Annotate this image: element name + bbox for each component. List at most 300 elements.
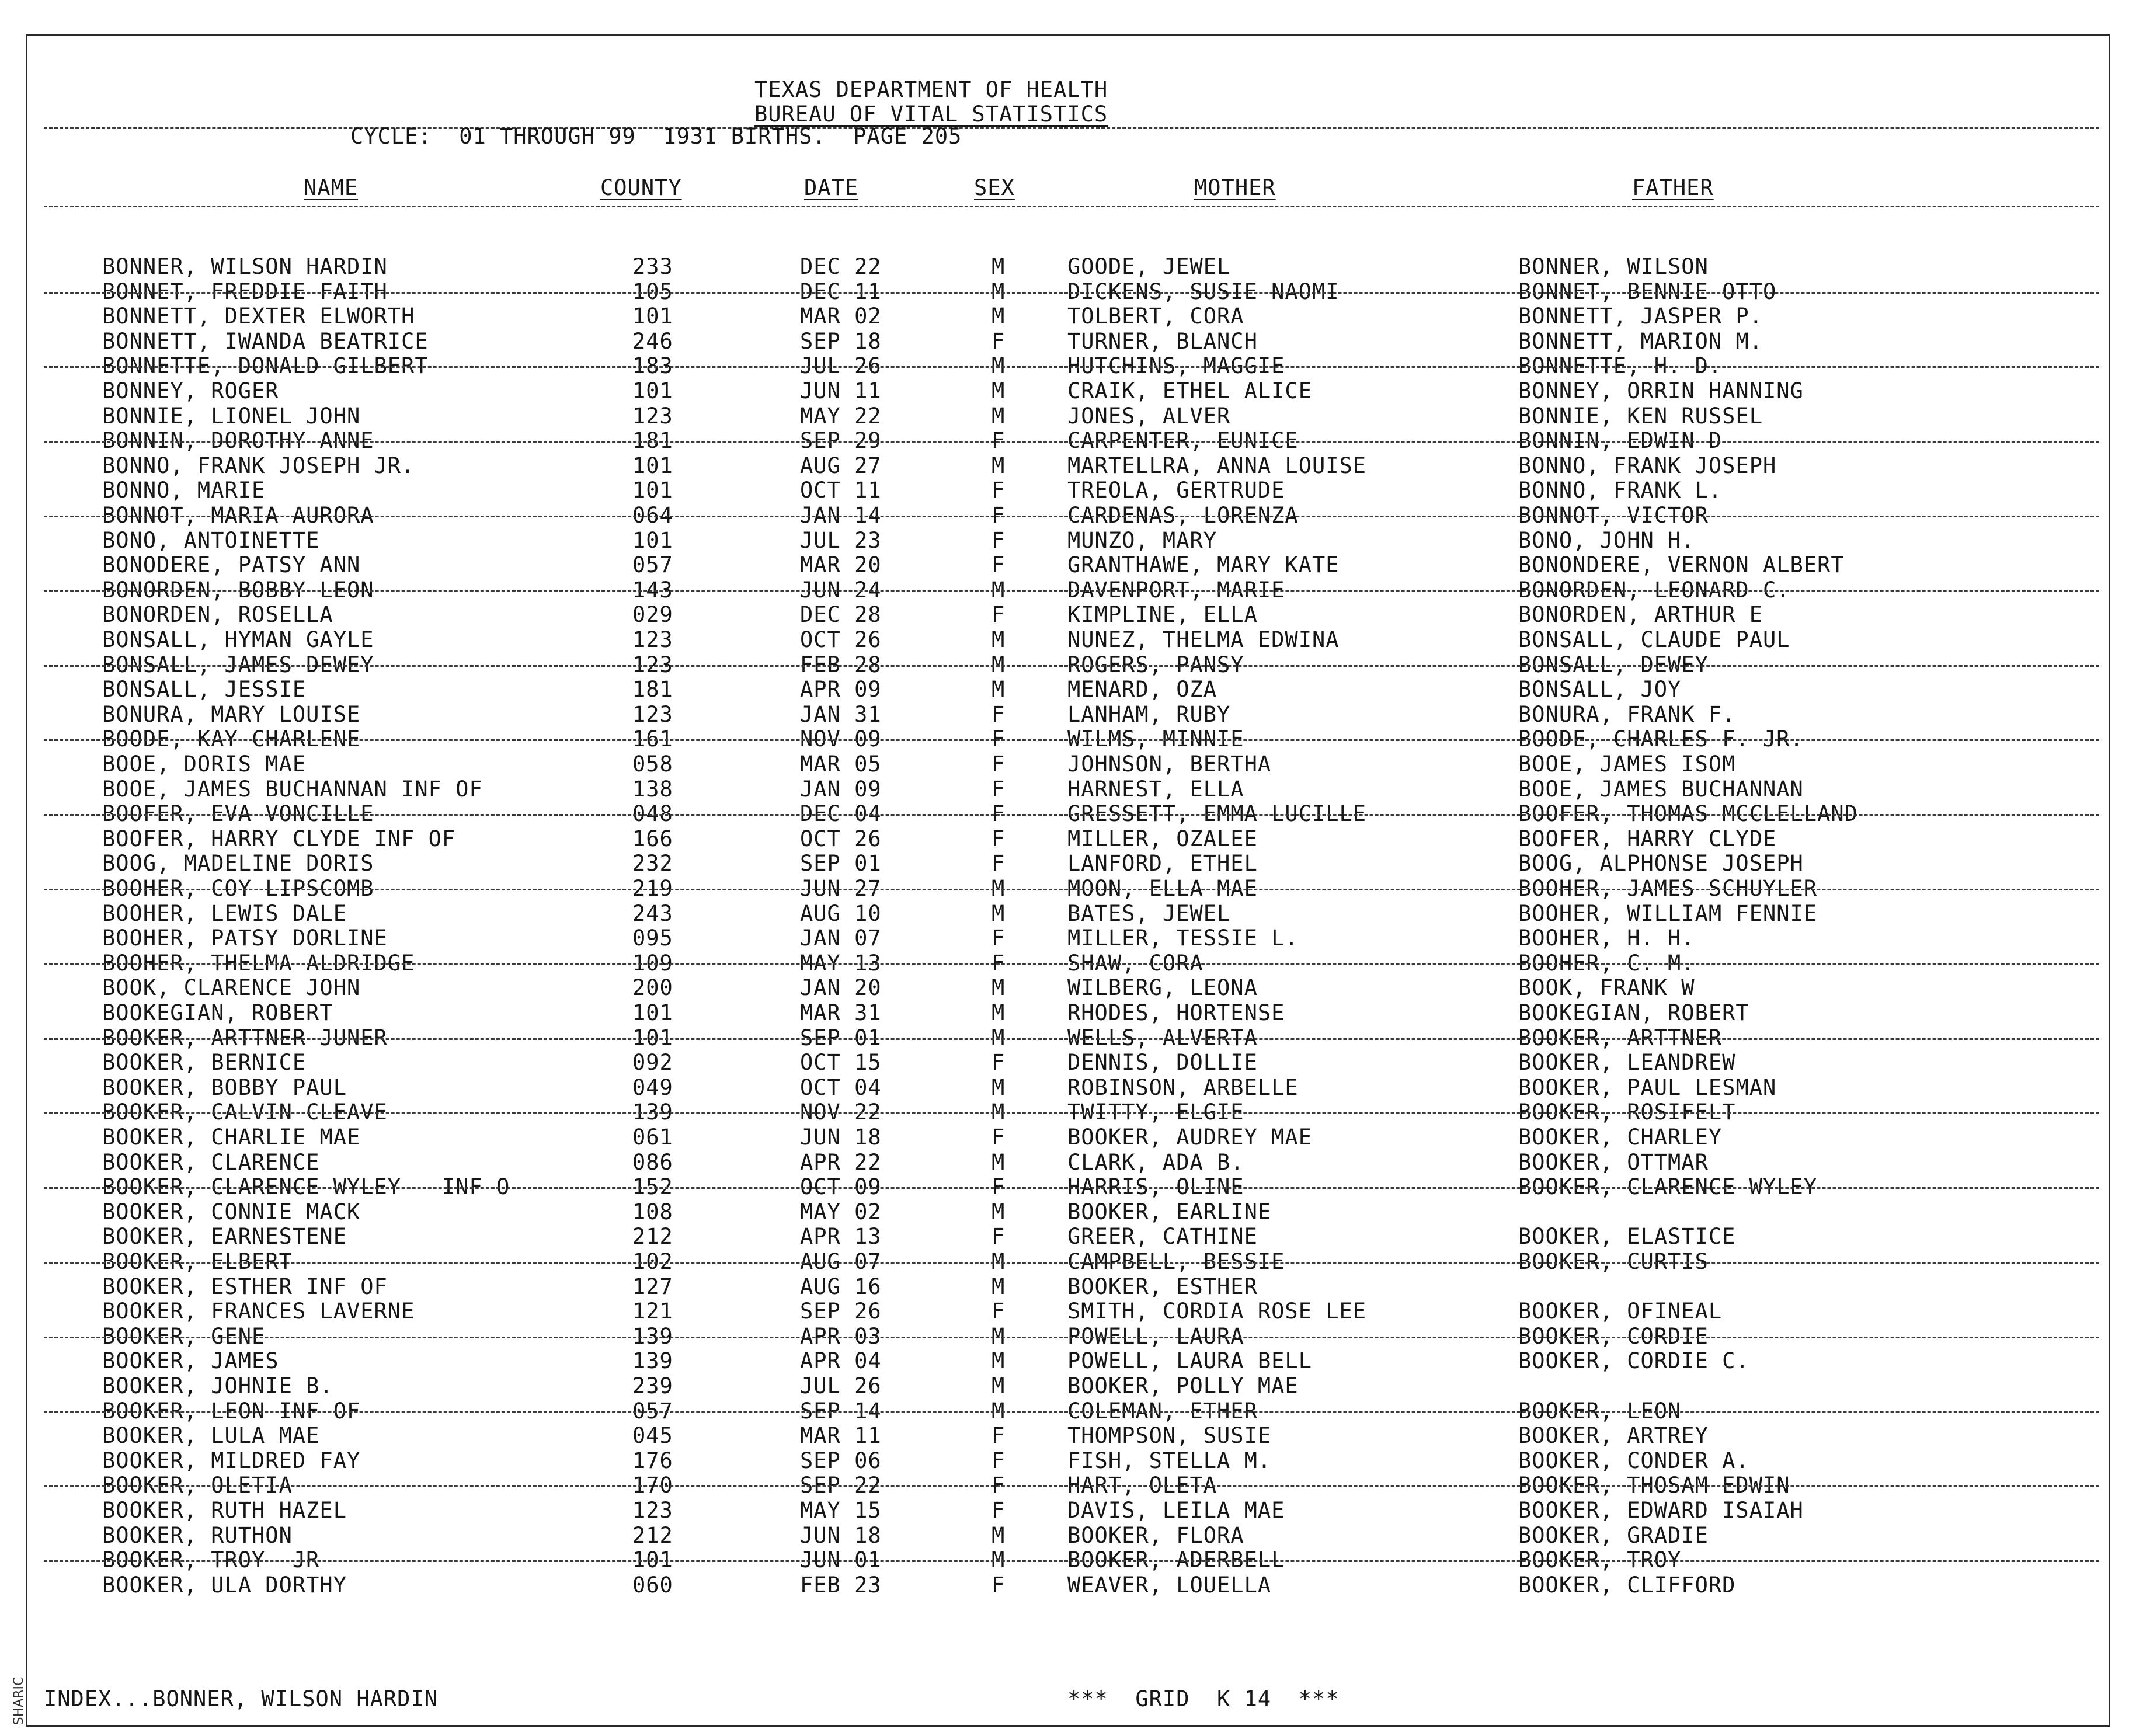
cell-father: BOOHER, WILLIAM FENNIE <box>1518 900 1818 926</box>
cell-name: BOOKER, LEON INF OF <box>102 1398 361 1424</box>
cell-date: JAN 31 <box>800 701 882 727</box>
cell-sex: M <box>992 677 1006 702</box>
cell-date: SEP 01 <box>800 1025 882 1050</box>
cell-mother: BATES, JEWEL <box>1067 900 1231 926</box>
cell-date: JUL 26 <box>800 353 882 379</box>
cell-sex: M <box>992 1522 1006 1548</box>
cell-sex: M <box>992 1547 1006 1573</box>
cell-county: 101 <box>632 304 673 329</box>
cell-father: BOOKER, GRADIE <box>1518 1522 1709 1548</box>
column-county: COUNTY <box>600 175 682 200</box>
cell-father: BOOKER, CLIFFORD <box>1518 1572 1736 1598</box>
cell-date: JAN 20 <box>800 975 882 1001</box>
cell-name: BONORDEN, ROSELLA <box>102 602 333 628</box>
cell-father: BONSALL, JOY <box>1518 677 1682 702</box>
column-father: FATHER <box>1632 175 1714 200</box>
cell-mother: CRAIK, ETHEL ALICE <box>1067 378 1312 403</box>
cell-mother: COLEMAN, ETHER <box>1067 1398 1258 1424</box>
cell-county: 161 <box>632 726 673 752</box>
cell-mother: ROGERS, PANSY <box>1067 652 1244 677</box>
cell-name: BONNIN, DOROTHY ANNE <box>102 428 374 454</box>
cell-father: BONURA, FRANK F. <box>1518 701 1736 727</box>
cell-date: AUG 16 <box>800 1274 882 1299</box>
table-row <box>0 926 2129 951</box>
cell-date: JAN 14 <box>800 503 882 528</box>
cell-name: BOOKER, ULA DORTHY <box>102 1572 347 1598</box>
cell-county: 212 <box>632 1522 673 1548</box>
cell-name: BOOKER, CONNIE MACK <box>102 1199 361 1224</box>
cell-sex: F <box>992 527 1006 553</box>
cell-county: 101 <box>632 478 673 503</box>
cell-name: BONNER, WILSON HARDIN <box>102 254 388 279</box>
cell-date: JUN 18 <box>800 1522 882 1548</box>
cell-mother: MUNZO, MARY <box>1067 527 1217 553</box>
cell-name: BOOKER, JAMES <box>102 1348 279 1374</box>
cell-mother: FISH, STELLA M. <box>1067 1448 1272 1473</box>
table-row <box>0 1025 2129 1050</box>
table-row <box>0 677 2129 702</box>
table-row <box>0 777 2129 802</box>
cell-name: BOOKER, ELBERT <box>102 1249 293 1274</box>
cell-name: BONSALL, JAMES DEWEY <box>102 652 374 677</box>
cell-mother: GOODE, JEWEL <box>1067 254 1231 279</box>
cell-mother: TWITTY, ELGIE <box>1067 1100 1244 1125</box>
cell-father: BONNO, FRANK L. <box>1518 478 1723 503</box>
cell-father: BOOKER, OFINEAL <box>1518 1299 1723 1324</box>
table-row <box>0 1423 2129 1448</box>
cell-date: DEC 11 <box>800 279 882 304</box>
cell-sex: F <box>992 826 1006 851</box>
cell-father: BOOKEGIAN, ROBERT <box>1518 1000 1749 1025</box>
table-row <box>0 1249 2129 1274</box>
cell-name: BOOKER, EARNESTENE <box>102 1224 347 1250</box>
cell-father: BOOE, JAMES BUCHANNAN <box>1518 776 1804 802</box>
cell-date: MAR 11 <box>800 1423 882 1449</box>
cell-name: BONNETT, IWANDA BEATRICE <box>102 328 429 354</box>
cell-name: BOOKER, MILDRED FAY <box>102 1448 361 1473</box>
footer-index: INDEX...BONNER, WILSON HARDIN <box>44 1686 439 1711</box>
header-cycle: CYCLE: 01 THROUGH 99 1931 BIRTHS. PAGE 205 <box>350 124 962 149</box>
cell-mother: CARDENAS, LORENZA <box>1067 503 1299 528</box>
cell-father: BOOG, ALPHONSE JOSEPH <box>1518 851 1804 876</box>
cell-county: 045 <box>632 1423 673 1449</box>
cell-name: BONSALL, HYMAN GAYLE <box>102 627 374 652</box>
cell-county: 095 <box>632 926 673 951</box>
cell-county: 057 <box>632 552 673 578</box>
cell-name: BOOHER, PATSY DORLINE <box>102 926 388 951</box>
cell-date: AUG 07 <box>800 1249 882 1274</box>
cell-date: JAN 09 <box>800 776 882 802</box>
cell-father: BONNOT, VICTOR <box>1518 503 1709 528</box>
header-department: TEXAS DEPARTMENT OF HEALTH <box>754 77 1108 102</box>
cell-date: OCT 09 <box>800 1174 882 1200</box>
cell-mother: CLARK, ADA B. <box>1067 1149 1244 1175</box>
table-row <box>0 627 2129 652</box>
cell-date: OCT 26 <box>800 826 882 851</box>
cell-county: 232 <box>632 851 673 876</box>
table-row <box>0 528 2129 553</box>
cell-sex: M <box>992 378 1006 403</box>
cell-county: 105 <box>632 279 673 304</box>
table-row <box>0 304 2129 329</box>
cell-name: BOOFER, HARRY CLYDE INF OF <box>102 826 456 851</box>
cell-name: BOOKER, CLARENCE <box>102 1149 320 1175</box>
cell-father: BOOKER, ARTTNER <box>1518 1025 1723 1050</box>
cell-sex: M <box>992 279 1006 304</box>
cell-father: BOOHER, JAMES SCHUYLER <box>1518 876 1818 901</box>
cell-father: BOOFER, HARRY CLYDE <box>1518 826 1777 851</box>
table-row <box>0 1473 2129 1498</box>
table-row <box>0 503 2129 528</box>
table-row <box>0 726 2129 752</box>
cell-name: BOOKEGIAN, ROBERT <box>102 1000 333 1025</box>
cell-mother: MILLER, TESSIE L. <box>1067 926 1299 951</box>
cell-county: 123 <box>632 403 673 429</box>
cell-mother: WELLS, ALVERTA <box>1067 1025 1258 1050</box>
cell-mother: HARNEST, ELLA <box>1067 776 1244 802</box>
cell-county: 058 <box>632 752 673 777</box>
cell-sex: F <box>992 1498 1006 1523</box>
table-row <box>0 851 2129 876</box>
cell-mother: JOHNSON, BERTHA <box>1067 752 1272 777</box>
cell-name: BONODERE, PATSY ANN <box>102 552 361 578</box>
cell-mother: JONES, ALVER <box>1067 403 1231 429</box>
cell-mother: GREER, CATHINE <box>1067 1224 1258 1250</box>
cell-date: APR 03 <box>800 1323 882 1349</box>
table-row <box>0 951 2129 976</box>
cell-sex: M <box>992 1348 1006 1374</box>
cell-sex: F <box>992 701 1006 727</box>
cell-name: BOOK, CLARENCE JOHN <box>102 975 361 1001</box>
cell-sex: F <box>992 1448 1006 1473</box>
table-row <box>0 1373 2129 1398</box>
cell-sex: M <box>992 900 1006 926</box>
cell-date: JAN 07 <box>800 926 882 951</box>
cell-sex: F <box>992 776 1006 802</box>
cell-father: BONNEY, ORRIN HANNING <box>1518 378 1804 403</box>
cell-date: SEP 18 <box>800 328 882 354</box>
table-row <box>0 1000 2129 1025</box>
table-row <box>0 876 2129 901</box>
cell-county: 127 <box>632 1274 673 1299</box>
cell-sex: M <box>992 1323 1006 1349</box>
cell-date: JUL 26 <box>800 1373 882 1398</box>
cell-name: BONNO, MARIE <box>102 478 266 503</box>
cell-county: 060 <box>632 1572 673 1598</box>
cell-sex: M <box>992 577 1006 603</box>
cell-sex: F <box>992 1473 1006 1498</box>
cell-date: OCT 15 <box>800 1050 882 1076</box>
cell-date: NOV 22 <box>800 1100 882 1125</box>
cell-county: 138 <box>632 776 673 802</box>
cell-mother: DENNIS, DOLLIE <box>1067 1050 1258 1076</box>
table-row <box>0 1199 2129 1224</box>
cell-mother: GRESSETT, EMMA LUCILLE <box>1067 801 1367 827</box>
cell-sex: M <box>992 1398 1006 1424</box>
cell-mother: BOOKER, EARLINE <box>1067 1199 1272 1224</box>
cell-father: BONNETT, MARION M. <box>1518 328 1763 354</box>
cell-father: BONNIE, KEN RUSSEL <box>1518 403 1763 429</box>
cell-county: 181 <box>632 428 673 454</box>
cell-father: BONORDEN, ARTHUR E <box>1518 602 1763 628</box>
cell-county: 212 <box>632 1224 673 1250</box>
cell-sex: F <box>992 926 1006 951</box>
cell-county: 233 <box>632 254 673 279</box>
cell-sex: M <box>992 1149 1006 1175</box>
table-row <box>0 353 2129 378</box>
cell-date: APR 04 <box>800 1348 882 1374</box>
cell-date: OCT 04 <box>800 1074 882 1100</box>
cell-date: SEP 26 <box>800 1299 882 1324</box>
table-row <box>0 552 2129 577</box>
cell-county: 183 <box>632 353 673 379</box>
cell-date: AUG 27 <box>800 453 882 478</box>
cell-county: 243 <box>632 900 673 926</box>
table-row <box>0 254 2129 279</box>
table-row <box>0 1324 2129 1349</box>
cell-name: BOOKER, ARTTNER JUNER <box>102 1025 388 1050</box>
cell-mother: GRANTHAWE, MARY KATE <box>1067 552 1340 578</box>
cell-sex: F <box>992 1174 1006 1200</box>
cell-father: BOOKER, EDWARD ISAIAH <box>1518 1498 1804 1523</box>
cell-sex: F <box>992 328 1006 354</box>
table-row <box>0 1125 2129 1150</box>
cell-sex: F <box>992 428 1006 454</box>
cell-date: JUN 01 <box>800 1547 882 1573</box>
cell-father: BOOHER, C. M. <box>1518 950 1695 976</box>
cell-mother: ROBINSON, ARBELLE <box>1067 1074 1299 1100</box>
table-row <box>0 652 2129 677</box>
table-row <box>0 1498 2129 1523</box>
cell-father: BONORDEN, LEONARD C. <box>1518 577 1790 603</box>
table-row <box>0 428 2129 453</box>
cell-name: BONURA, MARY LOUISE <box>102 701 361 727</box>
cell-sex: F <box>992 1050 1006 1076</box>
cell-father: BOOKER, PAUL LESMAN <box>1518 1074 1777 1100</box>
table-row <box>0 1547 2129 1573</box>
cell-sex: F <box>992 503 1006 528</box>
cell-county: 108 <box>632 1199 673 1224</box>
cell-name: BOOKER, OLETIA <box>102 1473 293 1498</box>
cell-name: BOOHER, COY LIPSCOMB <box>102 876 374 901</box>
cell-county: 109 <box>632 950 673 976</box>
cell-father: BOOKER, ELASTICE <box>1518 1224 1736 1250</box>
cell-name: BONNETTE, DONALD GILBERT <box>102 353 429 379</box>
column-mother: MOTHER <box>1194 175 1276 200</box>
cell-mother: MOON, ELLA MAE <box>1067 876 1258 901</box>
cell-sex: M <box>992 1249 1006 1274</box>
cell-date: OCT 11 <box>800 478 882 503</box>
cell-sex: M <box>992 304 1006 329</box>
cell-date: MAY 02 <box>800 1199 882 1224</box>
cell-father: BOOKER, TROY <box>1518 1547 1682 1573</box>
cell-date: APR 09 <box>800 677 882 702</box>
cell-county: 101 <box>632 1000 673 1025</box>
cell-father: BONNET, BENNIE OTTO <box>1518 279 1777 304</box>
cell-father: BONNETT, JASPER P. <box>1518 304 1763 329</box>
cell-county: 123 <box>632 1498 673 1523</box>
cell-date: JUN 18 <box>800 1125 882 1150</box>
cell-date: MAR 20 <box>800 552 882 578</box>
cell-sex: M <box>992 403 1006 429</box>
cell-mother: LANFORD, ETHEL <box>1067 851 1258 876</box>
cell-father: BONO, JOHN H. <box>1518 527 1695 553</box>
cell-sex: F <box>992 1423 1006 1449</box>
cell-county: 101 <box>632 527 673 553</box>
cell-sex: F <box>992 1572 1006 1598</box>
cell-name: BOOHER, LEWIS DALE <box>102 900 347 926</box>
table-row <box>0 1299 2129 1324</box>
cell-mother: WILBERG, LEONA <box>1067 975 1258 1001</box>
cell-name: BOOKER, TROY JR <box>102 1547 320 1573</box>
cell-county: 200 <box>632 975 673 1001</box>
cell-sex: F <box>992 950 1006 976</box>
cell-sex: M <box>992 975 1006 1001</box>
cell-mother: BOOKER, ADERBELL <box>1067 1547 1285 1573</box>
cell-name: BONNETT, DEXTER ELWORTH <box>102 304 415 329</box>
cell-father: BOOKER, THOSAM EDWIN <box>1518 1473 1790 1498</box>
table-row <box>0 478 2129 503</box>
cell-date: FEB 28 <box>800 652 882 677</box>
cell-mother: HART, OLETA <box>1067 1473 1217 1498</box>
cell-date: DEC 28 <box>800 602 882 628</box>
cell-sex: F <box>992 602 1006 628</box>
cell-county: 049 <box>632 1074 673 1100</box>
table-row <box>0 901 2129 926</box>
cell-father: BONONDERE, VERNON ALBERT <box>1518 552 1845 578</box>
cell-date: JUN 11 <box>800 378 882 403</box>
cell-county: 219 <box>632 876 673 901</box>
cell-date: MAY 15 <box>800 1498 882 1523</box>
cell-name: BOOKER, CLARENCE WYLEY INF O <box>102 1174 510 1200</box>
cell-county: 101 <box>632 1025 673 1050</box>
cell-sex: M <box>992 353 1006 379</box>
cell-date: MAY 13 <box>800 950 882 976</box>
cell-name: BOOKER, LULA MAE <box>102 1423 320 1449</box>
cell-date: SEP 14 <box>800 1398 882 1424</box>
cell-father: BOOHER, H. H. <box>1518 926 1695 951</box>
cell-sex: M <box>992 254 1006 279</box>
table-row <box>0 1448 2129 1473</box>
cell-father: BOOKER, OTTMAR <box>1518 1149 1709 1175</box>
cell-father: BOOKER, ROSIFELT <box>1518 1100 1736 1125</box>
cell-mother: LANHAM, RUBY <box>1067 701 1231 727</box>
cell-county: 123 <box>632 652 673 677</box>
cell-sex: M <box>992 627 1006 652</box>
cell-father: BONSALL, CLAUDE PAUL <box>1518 627 1790 652</box>
cell-county: 139 <box>632 1348 673 1374</box>
table-row <box>0 975 2129 1000</box>
cell-sex: F <box>992 1299 1006 1324</box>
cell-name: BONNET, FREDDIE FAITH <box>102 279 388 304</box>
cell-date: JUN 27 <box>800 876 882 901</box>
cell-mother: CAMPBELL, BESSIE <box>1067 1249 1285 1274</box>
cell-sex: M <box>992 1199 1006 1224</box>
cell-name: BOOKER, BOBBY PAUL <box>102 1074 347 1100</box>
cell-date: MAR 31 <box>800 1000 882 1025</box>
cell-name: BOODE, KAY CHARLENE <box>102 726 361 752</box>
cell-sex: M <box>992 1274 1006 1299</box>
table-row <box>0 378 2129 403</box>
cell-sex: M <box>992 1025 1006 1050</box>
table-row <box>0 1573 2129 1598</box>
cell-father: BOOKER, CONDER A. <box>1518 1448 1749 1473</box>
cell-name: BONSALL, JESSIE <box>102 677 307 702</box>
cell-sex: M <box>992 876 1006 901</box>
cell-father: BOOKER, CORDIE <box>1518 1323 1709 1349</box>
cell-name: BONNIE, LIONEL JOHN <box>102 403 361 429</box>
cell-county: 123 <box>632 701 673 727</box>
cell-name: BOOHER, THELMA ALDRIDGE <box>102 950 415 976</box>
cell-father: BOOKER, CHARLEY <box>1518 1125 1723 1150</box>
cell-mother: DAVENPORT, MARIE <box>1067 577 1285 603</box>
cell-county: 181 <box>632 677 673 702</box>
cell-sex: F <box>992 1125 1006 1150</box>
cell-date: FEB 23 <box>800 1572 882 1598</box>
cell-name: BOOKER, GENE <box>102 1323 266 1349</box>
cell-county: 092 <box>632 1050 673 1076</box>
column-date: DATE <box>804 175 859 200</box>
cell-date: MAR 02 <box>800 304 882 329</box>
table-row <box>0 1348 2129 1373</box>
cell-date: SEP 01 <box>800 851 882 876</box>
cell-county: 102 <box>632 1249 673 1274</box>
cell-county: 101 <box>632 378 673 403</box>
cell-date: DEC 22 <box>800 254 882 279</box>
cell-mother: RHODES, HORTENSE <box>1067 1000 1285 1025</box>
cell-date: APR 13 <box>800 1224 882 1250</box>
cell-county: 123 <box>632 627 673 652</box>
table-row <box>0 1224 2129 1249</box>
cell-mother: BOOKER, POLLY MAE <box>1067 1373 1299 1398</box>
table-row <box>0 453 2129 478</box>
cell-name: BONNO, FRANK JOSEPH JR. <box>102 453 415 478</box>
cell-name: BONNOT, MARIA AURORA <box>102 503 374 528</box>
cell-mother: BOOKER, ESTHER <box>1067 1274 1258 1299</box>
table-row <box>0 403 2129 429</box>
cell-father: BOOK, FRANK W <box>1518 975 1695 1001</box>
cell-date: SEP 22 <box>800 1473 882 1498</box>
cell-sex: F <box>992 851 1006 876</box>
table-row <box>0 702 2129 727</box>
cell-name: BOOKER, RUTH HAZEL <box>102 1498 347 1523</box>
cell-father: BONSALL, DEWEY <box>1518 652 1709 677</box>
cell-father: BOOKER, CURTIS <box>1518 1249 1709 1274</box>
table-row <box>0 1150 2129 1175</box>
cell-county: 239 <box>632 1373 673 1398</box>
cell-date: MAR 05 <box>800 752 882 777</box>
table-row <box>0 801 2129 826</box>
cell-name: BOOE, DORIS MAE <box>102 752 307 777</box>
cell-sex: M <box>992 453 1006 478</box>
column-name: NAME <box>304 175 359 200</box>
column-sex: SEX <box>974 175 1015 200</box>
cell-mother: MILLER, OZALEE <box>1067 826 1258 851</box>
table-row <box>0 279 2129 304</box>
cell-sex: M <box>992 1373 1006 1398</box>
cell-father: BONNER, WILSON <box>1518 254 1709 279</box>
cell-name: BOOG, MADELINE DORIS <box>102 851 374 876</box>
cell-date: JUN 24 <box>800 577 882 603</box>
cell-father: BOOKER, CLARENCE WYLEY <box>1518 1174 1818 1200</box>
cell-date: NOV 09 <box>800 726 882 752</box>
cell-name: BOOKER, CHARLIE MAE <box>102 1125 361 1150</box>
cell-sex: F <box>992 478 1006 503</box>
cell-sex: M <box>992 652 1006 677</box>
cell-mother: TURNER, BLANCH <box>1067 328 1258 354</box>
cell-father: BOOE, JAMES ISOM <box>1518 752 1736 777</box>
table-row <box>0 1050 2129 1075</box>
